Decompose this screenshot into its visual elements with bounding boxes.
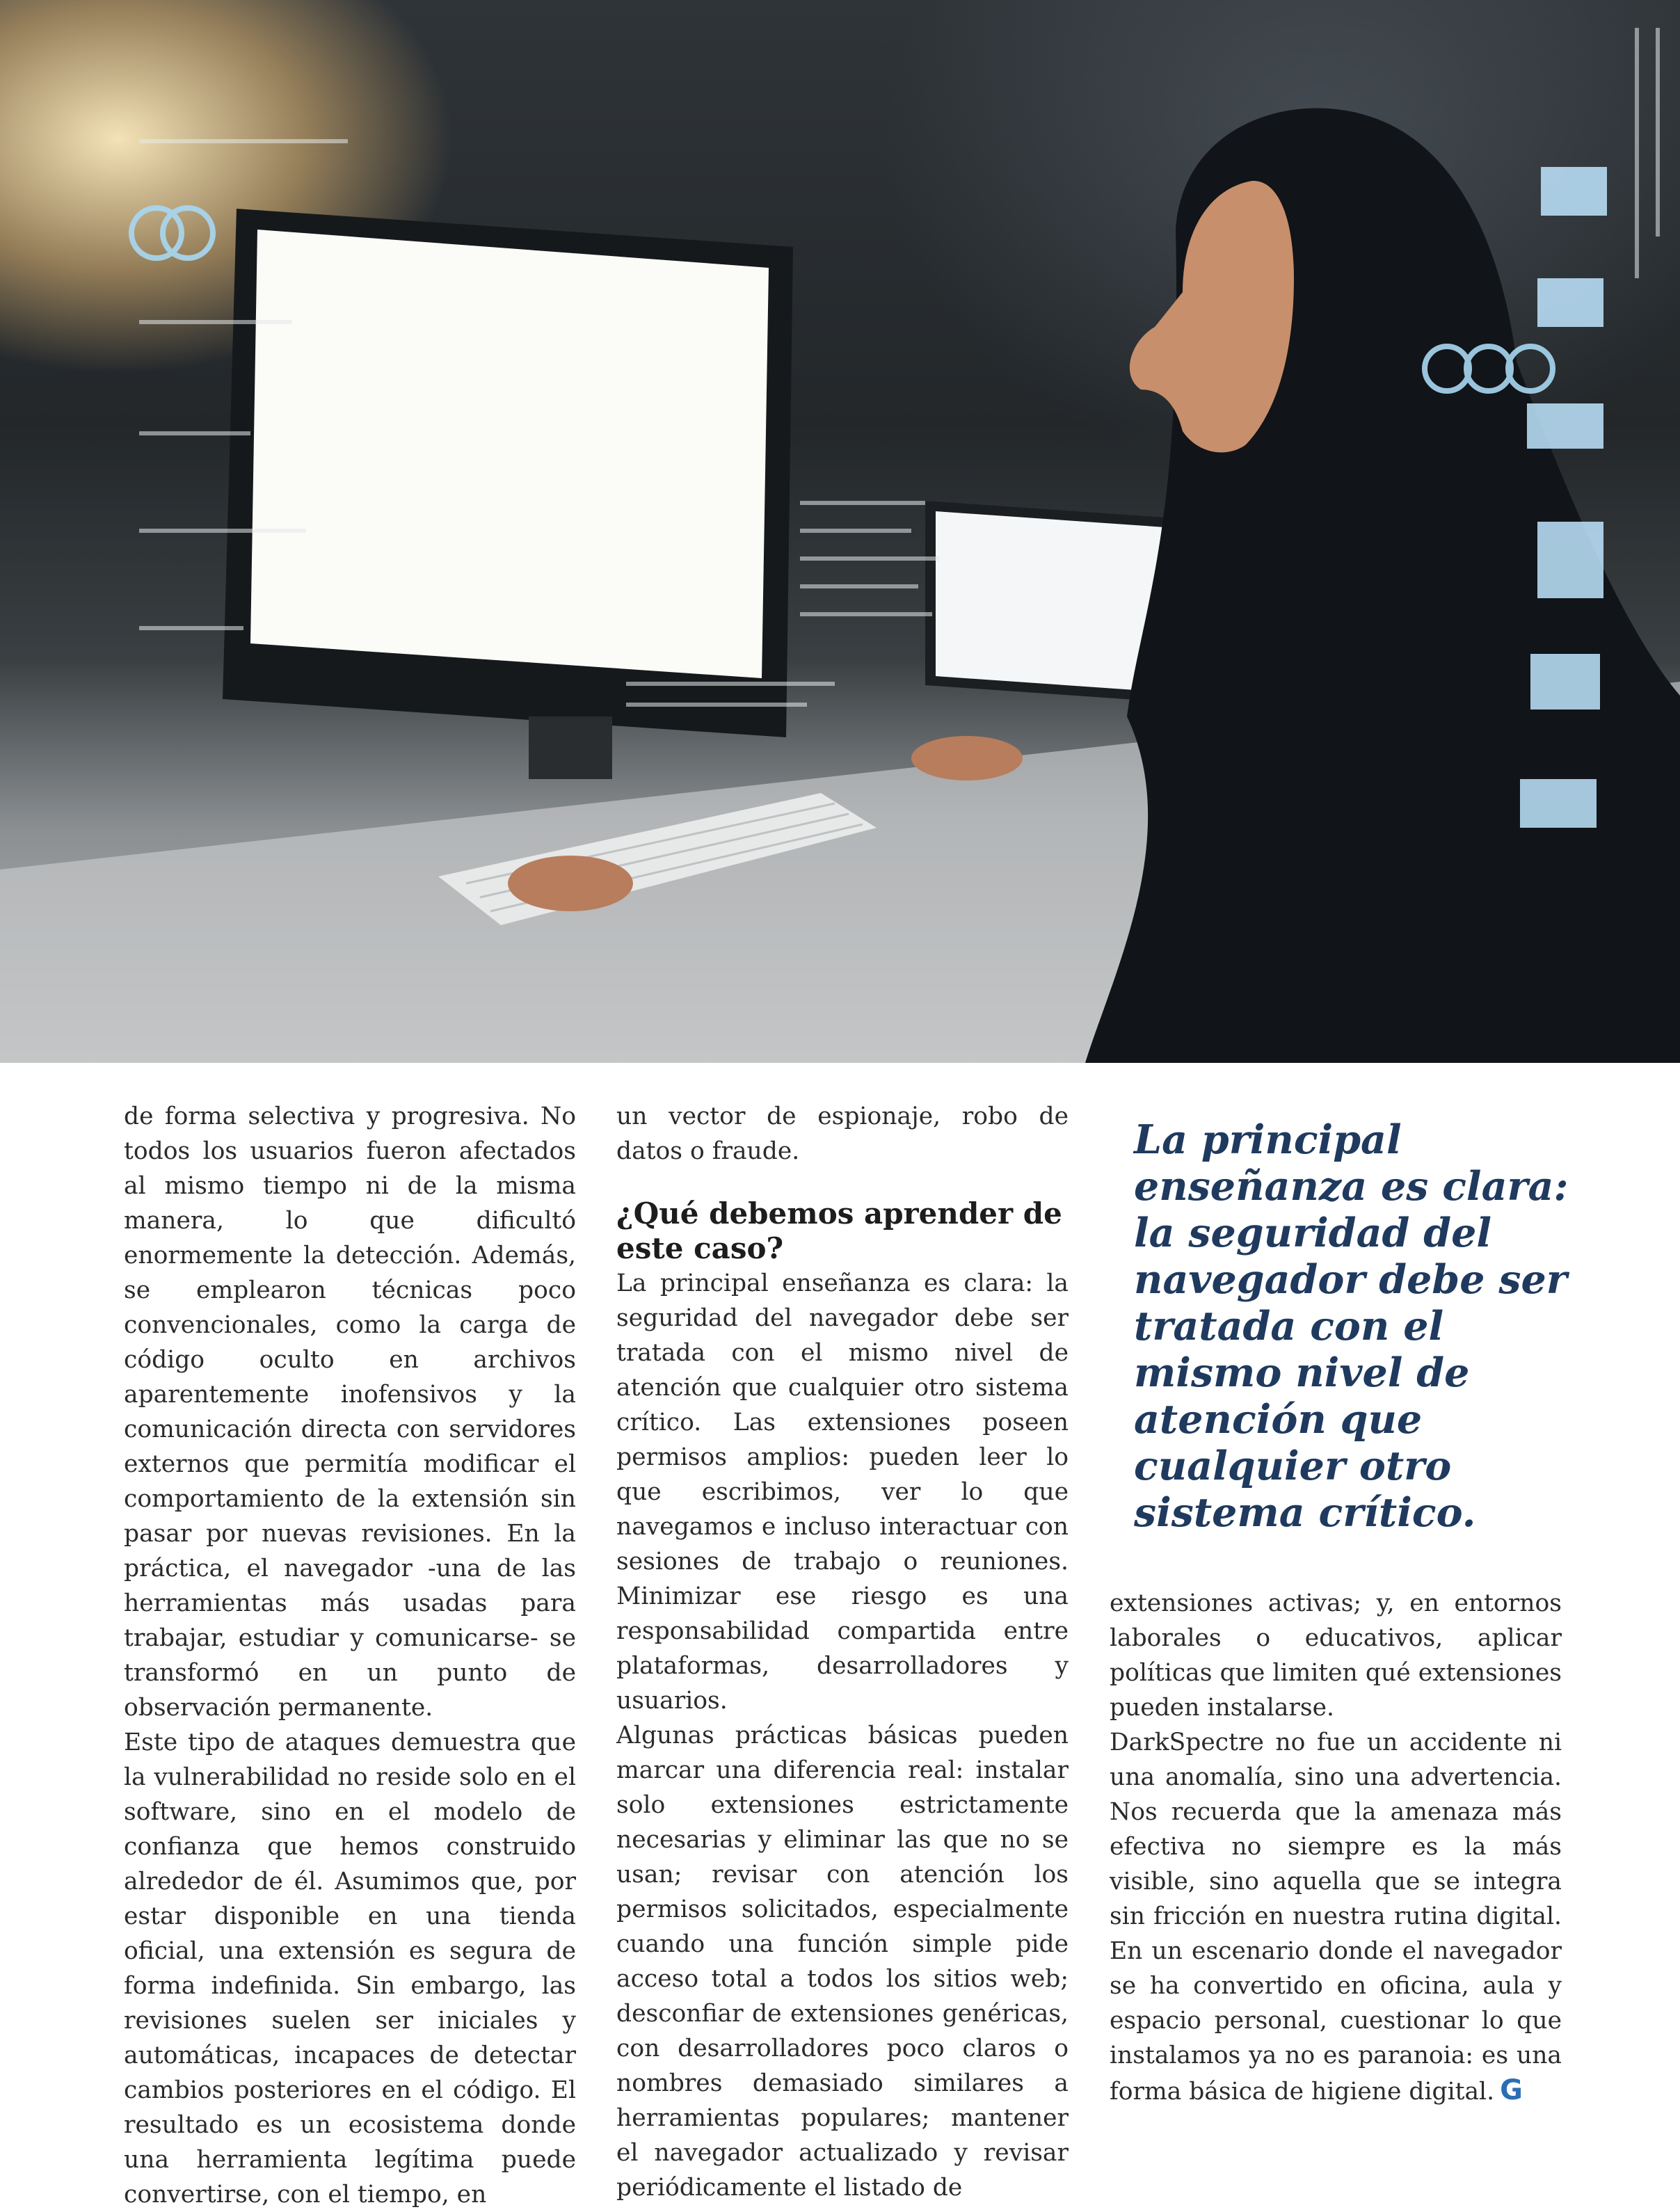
pull-quote: La principal enseñanza es clara: la seguridad del navegador debe ser tratada con el mismo nivel de atención que cualquier otro sistema crítico. [1134, 1116, 1569, 1536]
section-heading: ¿Qué debemos aprender de este caso? [616, 1196, 1062, 1265]
body-paragraph: Este tipo de ataques demuestra que la vulnerabilidad no reside solo en el software, sino en el modelo de confianza que hemos construido alrededor de él. Asumimos que, por estar disponible en una tienda oficial, una extensión es segura de forma indefinida. Sin embargo, las revisiones suelen ser iniciales y automáticas, incapaces de detectar cambios posteriores en el código. El resultado es un ecosistema donde una herramienta legítima puede convertirse, con el tiempo, en [124, 1729, 576, 2209]
article-column-2 [616, 1099, 1069, 2205]
body-paragraph: La principal enseñanza es clara: la seguridad del navegador debe ser tratada con el mismo nivel de atención que cualquier otro sistema crítico. Las extensiones poseen permisos amplios: pueden leer lo que escribimos, ver lo que navegamos e incluso interactuar con sesiones de trabajo o reuniones. Minimizar ese riesgo es una responsabilidad compartida entre plataformas, desarrolladores y usuarios. [616, 1269, 1069, 1715]
body-paragraph: Algunas prácticas básicas pueden marcar una diferencia real: instalar solo extensiones estrictamente necesarias y eliminar las que no se usan; revisar con atención los permisos solicitados, especialmente cuando una función simple pide acceso total a todos los sitios web; desconfiar de extensiones genéricas, con desarrolladores poco claros o nombres demasiado similares a herramientas populares; mantener el navegador actualizado y revisar periódicamente el listado de [616, 1722, 1069, 2202]
body-paragraph: de forma selectiva y progresiva. No todos los usuarios fueron afectados al mismo tiempo ni de la misma manera, lo que dificultó enormemente la detección. Además, se emplearon técnicas poco convencionales, como la carga de código oculto en archivos aparentemente inofensivos y la comunicación directa con servidores externos que permitía modificar el comportamiento de la extensión sin pasar por nuevas revisiones. En la práctica, el navegador -una de las herramientas más usadas para trabajar, estudiar y comunicarse- se transformó en un punto de observación permanente. [124, 1103, 576, 1722]
body-paragraph [1110, 1725, 1562, 2109]
article-column-3 [1110, 1586, 1562, 2109]
body-paragraph: extensiones activas; y, en entornos laborales o educativos, aplicar políticas que limiten qué extensiones pueden instalarse. [1110, 1589, 1562, 1722]
body-paragraph: un vector de espionaje, robo de datos o fraude. [616, 1103, 1069, 1165]
article-column-1 [124, 1099, 576, 2212]
end-mark-icon: G [1500, 2074, 1523, 2106]
hero-photo [0, 0, 1680, 1063]
body-paragraph-text: DarkSpectre no fue un accidente ni una anomalía, sino una advertencia. Nos recuerda que la amenaza más efectiva no siempre es la más visible, sino aquella que se integra sin fricción en nuestra rutina digital. En un escenario donde el navegador se ha convertido en oficina, aula y espacio personal, cuestionar lo que instalamos ya no es paranoia: es una forma básica de higiene digital. [1110, 1729, 1562, 2106]
hero-illustration [0, 0, 1680, 1063]
